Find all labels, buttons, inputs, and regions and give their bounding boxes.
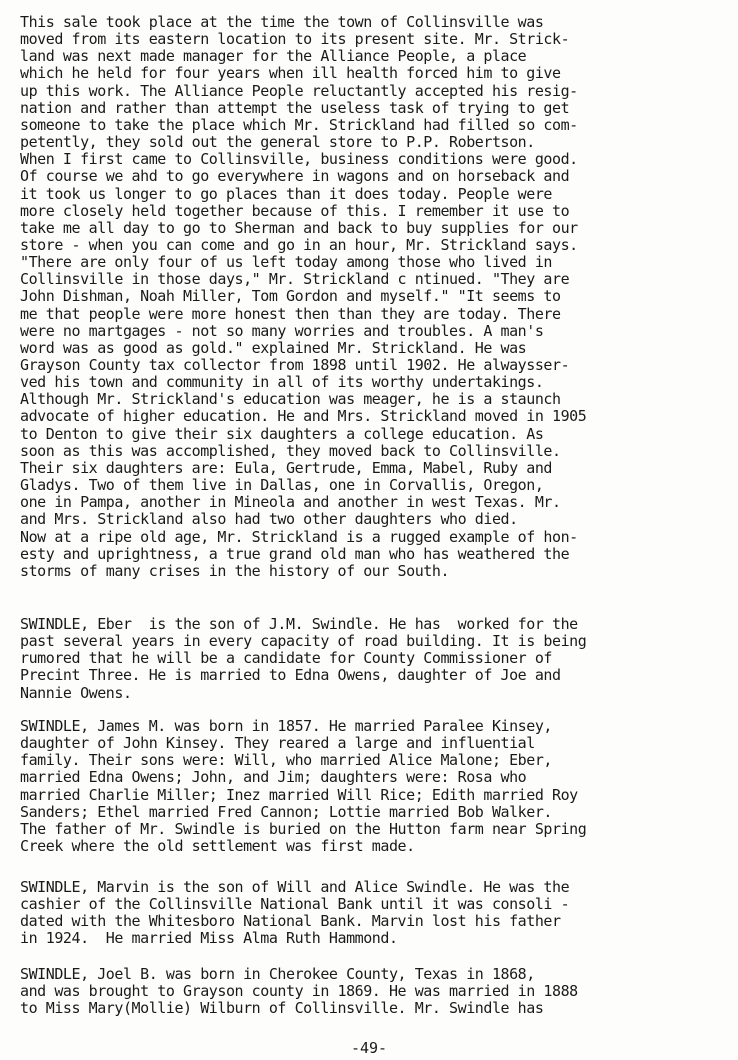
text-line: Nannie Owens. — [20, 683, 132, 702]
text-line: soon as this was accomplished, they moved back to Collinsville. — [20, 441, 561, 460]
text-line: rumored that he will be a candidate for County Commissioner of — [20, 649, 553, 668]
text-line: SWINDLE, James M. was born in 1857. He married Paralee Kinsey, — [20, 717, 553, 735]
text-line: petently, they sold out the general store to P.P. Robertson. — [20, 133, 535, 152]
text-line: esty and uprightness, a true grand old man who has weathered the — [20, 544, 570, 563]
page-number: -49- — [350, 1039, 388, 1057]
text-line: When I first came to Collinsville, business conditions were good. — [20, 150, 578, 169]
text-line: to Denton to give their six daughters a college education. As — [20, 424, 544, 443]
text-line: Their six daughters are: Eula, Gertrude, Emma, Mabel, Ruby and — [20, 458, 553, 477]
text-line: ved his town and community in all of its worthy undertakings. — [20, 373, 544, 392]
text-line: Now at a ripe old age, Mr. Strickland is a rugged example of hon- — [20, 527, 578, 546]
text-line: in 1924. He married Miss Alma Ruth Hammond. — [20, 929, 398, 948]
text-line: land was next made manager for the Alliance People, a place — [20, 47, 527, 66]
text-line: SWINDLE, Marvin is the son of Will and Alice Swindle. He was the — [20, 878, 570, 896]
text-line: Grayson County tax collector from 1898 until 1902. He alwaysser- — [20, 356, 570, 374]
text-line: which he held for four years when ill health forced him to give — [20, 64, 561, 83]
text-line: word was as good as gold." explained Mr. Strickland. He was — [20, 338, 527, 357]
text-line: nation and rather than attempt the useless task of trying to get — [20, 98, 570, 117]
text-line: Of course we ahd to go everywhere in wagons and on horseback and — [20, 167, 570, 186]
text-line: daughter of John Kinsey. They reared a large and influential — [20, 734, 535, 753]
text-line: moved from its eastern location to its present site. Mr. Strick- — [20, 30, 570, 49]
text-line: Precint Three. He is married to Edna Owens, daughter of Joe and — [20, 666, 561, 685]
text-line: married Charlie Miller; Inez married Will Rice; Edith married Roy — [20, 785, 578, 804]
text-line: and Mrs. Strickland also had two other daughters who died. — [20, 510, 518, 529]
text-line: Gladys. Two of them live in Dallas, one in Corvallis, Oregon, — [20, 476, 544, 495]
text-line: married Edna Owens; John, and Jim; daughters were: Rosa who — [20, 768, 527, 787]
text-line: dated with the Whitesboro National Bank. Marvin lost his father — [20, 912, 561, 931]
text-line: SWINDLE, Eber is the son of J.M. Swindle. He has worked for the — [20, 615, 578, 633]
text-line: me that people were more honest then than they are today. There — [20, 304, 561, 323]
text-line: Collinsville in those days," Mr. Strickland c ntinued. "They are — [20, 270, 570, 289]
text-line: past several years in every capacity of road building. It is being — [20, 632, 587, 651]
text-line: "There are only four of us left today among those who lived in — [20, 253, 553, 272]
text-line: cashier of the Collinsville National Bank until it was consoli - — [20, 895, 570, 914]
text-line: more closely held together because of this. I remember it use to — [20, 201, 570, 220]
text-line: family. Their sons were: Will, who married Alice Malone; Eber, — [20, 751, 553, 770]
text-line: Although Mr. Strickland's education was meager, he is a staunch — [20, 390, 561, 409]
text-line: someone to take the place which Mr. Strickland had filled so com- — [20, 115, 578, 134]
text-line: it took us longer to go places than it does today. People were — [20, 184, 553, 203]
text-line: advocate of higher education. He and Mrs. Strickland moved in 1905 — [20, 407, 587, 426]
text-line: were no martgages - not so many worries and troubles. A man's — [20, 321, 544, 340]
text-line: Sanders; Ethel married Fred Cannon; Lottie married Bob Walker. — [20, 802, 553, 821]
text-line: and was brought to Grayson county in 1869. He was married in 1888 — [20, 982, 578, 1001]
text-line: take me all day to go to Sherman and back to buy supplies for our — [20, 218, 578, 237]
text-line: The father of Mr. Swindle is buried on the Hutton farm near Spring — [20, 819, 587, 838]
text-line: up this work. The Alliance People reluctantly accepted his resig- — [20, 81, 578, 100]
text-line: Creek where the old settlement was first made. — [20, 837, 415, 856]
text-line: store - when you can come and go in an hour, Mr. Strickland says. — [20, 235, 578, 254]
text-line: John Dishman, Noah Miller, Tom Gordon and myself." "It seems to — [20, 287, 561, 306]
text-line: to Miss Mary(Mollie) Wilburn of Collinsville. Mr. Swindle has — [20, 999, 544, 1018]
text-line: This sale took place at the time the town of Collinsville was — [20, 13, 544, 31]
text-line: storms of many crises in the history of our South. — [20, 561, 450, 580]
text-line: SWINDLE, Joel B. was born in Cherokee County, Texas in 1868, — [20, 965, 535, 983]
text-line: one in Pampa, another in Mineola and another in west Texas. Mr. — [20, 493, 561, 512]
